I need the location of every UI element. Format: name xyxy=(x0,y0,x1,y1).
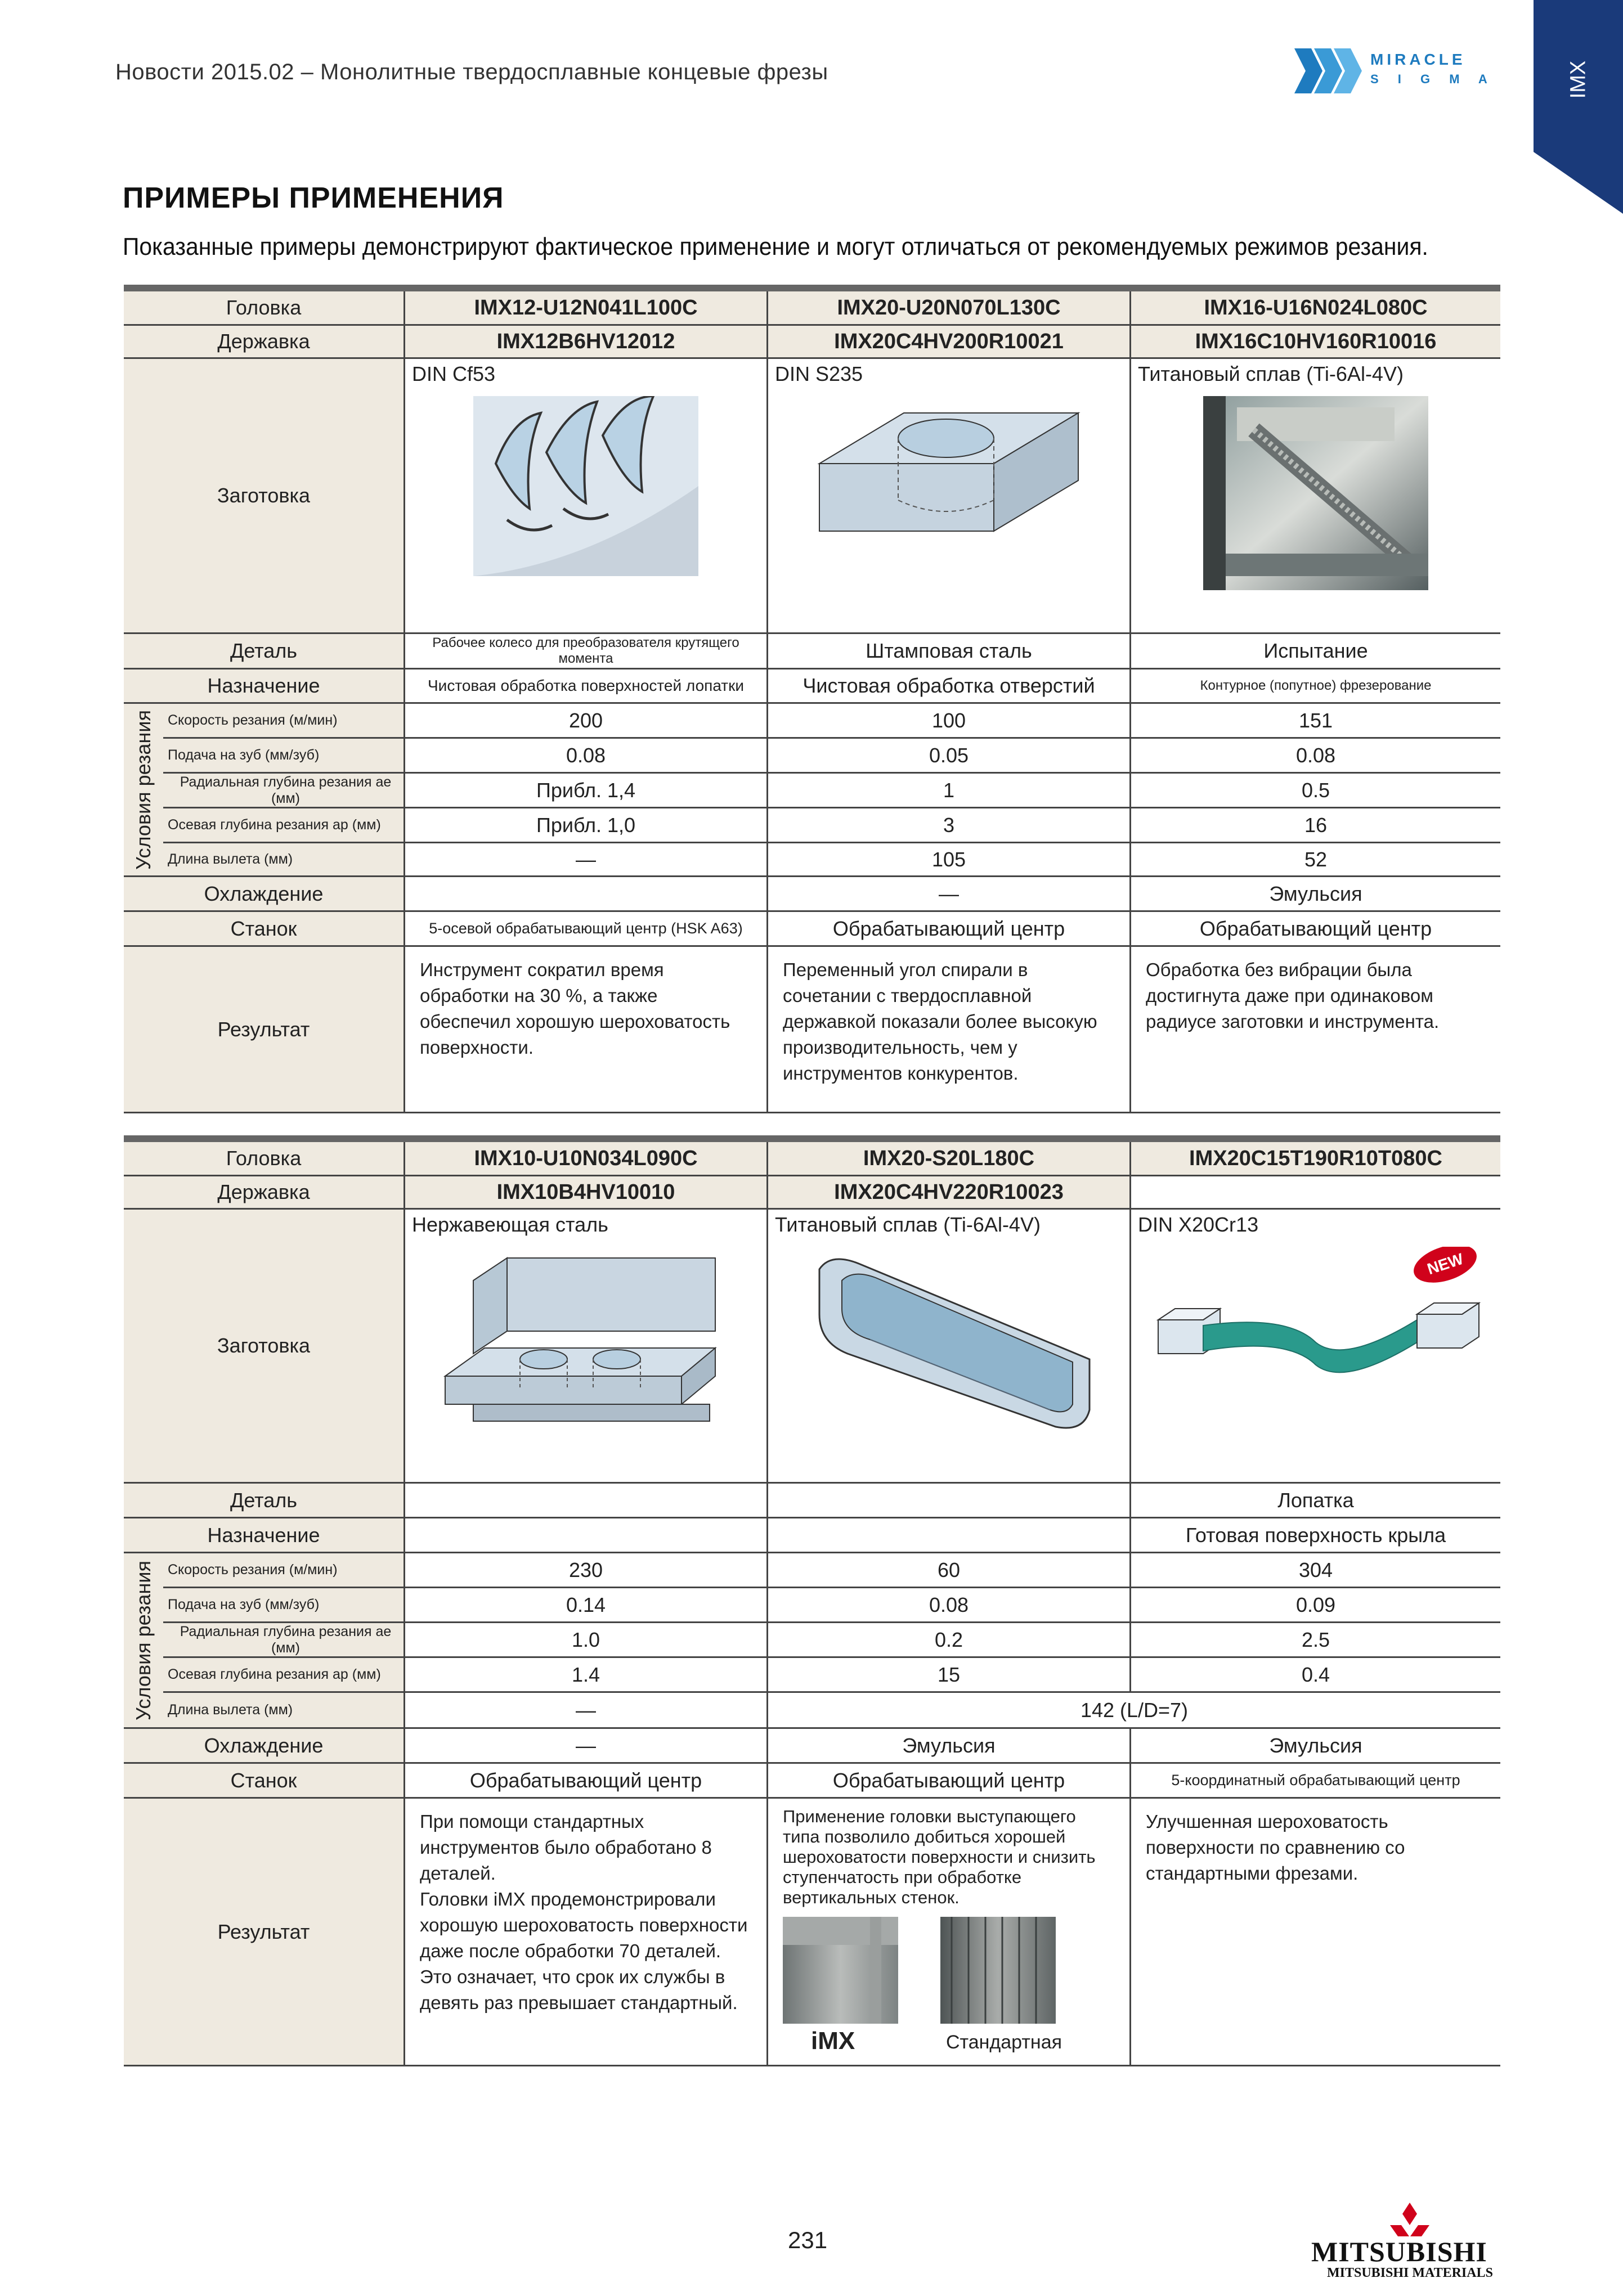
machine-cell: 5-осевой обрабатывающий центр (HSK A63) xyxy=(405,912,768,945)
row-label-purpose: Назначение xyxy=(124,670,405,702)
row-label-feed: Подача на зуб (мм/зуб) xyxy=(163,1588,405,1621)
table-row-overhang xyxy=(163,1693,1500,1729)
holder-cell: IMX16C10HV160R10016 xyxy=(1131,326,1500,357)
row-label-purpose: Назначение xyxy=(124,1518,405,1552)
ae-cell: 0.5 xyxy=(1301,778,1330,802)
table-row-ap xyxy=(163,808,1500,843)
row-label-ap: Осевая глубина резания ap (мм) xyxy=(163,1658,405,1691)
new-badge: NEW xyxy=(1425,1250,1466,1278)
workpiece-label: Титановый сплав (Ti-6Al-4V) xyxy=(775,1213,1041,1236)
stainless-block-image xyxy=(440,1247,732,1427)
feed-cell: 0.08 xyxy=(1295,743,1336,767)
result-cell: Инструмент сократил время обработки на 30 %, а также обеспечил хорошую шероховатость поверхности. xyxy=(405,947,768,1112)
ap-cell: Прибл. 1,0 xyxy=(405,808,768,842)
imx-photo-label: iMX xyxy=(811,2027,855,2055)
impeller-image xyxy=(473,396,698,576)
machine-cell: Обрабатывающий центр xyxy=(768,1764,1131,1797)
purpose-cell: Чистовая обработка поверхностей лопатки xyxy=(405,670,768,702)
row-label-coolant: Охлаждение xyxy=(124,877,405,910)
part-cell: Штамповая сталь xyxy=(768,634,1131,668)
table-row-head xyxy=(124,1142,1500,1176)
row-label-feed: Подача на зуб (мм/зуб) xyxy=(163,739,405,772)
row-label-workpiece: Заготовка xyxy=(124,359,405,632)
miracle-sigma-logo xyxy=(1294,46,1497,97)
block-with-hole-image xyxy=(814,396,1084,542)
workpiece-cell xyxy=(768,1210,1131,1482)
table-row-ae xyxy=(163,774,1500,808)
application-table-1 xyxy=(124,285,1500,1112)
machine-cell: 5-координатный обрабатывающий центр xyxy=(1171,1772,1460,1789)
part-cell: Испытание xyxy=(1263,639,1368,662)
row-label-result: Результат xyxy=(124,947,405,1112)
overhang-cell: 105 xyxy=(768,843,1131,875)
row-label-coolant: Охлаждение xyxy=(124,1729,405,1762)
purpose-cell xyxy=(768,1518,1131,1552)
row-label-part: Деталь xyxy=(124,634,405,668)
row-label-holder: Державка xyxy=(124,1176,405,1208)
row-label-ae: Радиальная глубина резания ae (мм) xyxy=(163,1623,405,1656)
result-cell: При помощи стандартных инструментов было обработано 8 деталей. Головки iMX продемонстрировали хорошую шероховатость поверхности даже после обработки 70 деталей. Это означает, что срок их службы в девять раз превышает стандартный. xyxy=(405,1799,768,2065)
page-title: ПРИМЕРЫ ПРИМЕНЕНИЯ xyxy=(123,182,504,214)
row-label-overhang: Длина вылета (мм) xyxy=(163,1693,405,1727)
part-cell: Лопатка xyxy=(1277,1488,1354,1512)
table-row-part xyxy=(124,634,1500,670)
head-cell: IMX12-U12N041L100C xyxy=(405,291,768,324)
section-tab-label: IMX xyxy=(1566,60,1590,99)
coolant-cell: Эмульсия xyxy=(1269,882,1362,905)
ae-cell: Прибл. 1,4 xyxy=(405,774,768,807)
page-number: 231 xyxy=(788,2227,828,2253)
overhang-cell: — xyxy=(405,843,768,875)
workpiece-label: DIN X20Cr13 xyxy=(1138,1213,1259,1236)
table-row-overhang xyxy=(163,843,1500,877)
machine-cell: Обрабатывающий центр xyxy=(768,912,1131,945)
surface-comparison xyxy=(783,1917,1120,2057)
application-table-2 xyxy=(124,1135,1500,2065)
ap-cell: 0.4 xyxy=(1301,1663,1330,1686)
ap-cell: 16 xyxy=(1304,813,1328,837)
table-row-ae xyxy=(163,1623,1500,1658)
purpose-cell xyxy=(405,1518,768,1552)
brand-name: MITSUBISHI xyxy=(1311,2236,1487,2267)
table-row-purpose xyxy=(124,670,1500,704)
table-row-workpiece xyxy=(124,1210,1500,1484)
ae-cell: 2.5 xyxy=(1301,1628,1330,1651)
part-cell xyxy=(405,1484,768,1517)
titanium-pocket-image xyxy=(797,1247,1101,1438)
brand-subname: MITSUBISHI MATERIALS xyxy=(1327,2266,1493,2280)
row-label-head: Головка xyxy=(124,1142,405,1175)
workpiece-cell xyxy=(1131,1210,1500,1482)
table-row-holder xyxy=(124,1176,1500,1210)
blade-image xyxy=(1147,1247,1485,1416)
three-diamonds-icon xyxy=(1379,2203,1441,2236)
workpiece-label: DIN Cf53 xyxy=(412,362,496,385)
mitsubishi-logo xyxy=(1311,2203,1508,2281)
overhang-cell-merged: 142 (L/D=7) xyxy=(1080,1698,1189,1722)
table-row-machine xyxy=(124,1764,1500,1799)
feed-cell: 0.08 xyxy=(405,739,768,772)
table-top-bar xyxy=(124,285,1500,291)
purpose-cell: Чистовая обработка отверстий xyxy=(768,670,1131,702)
row-label-machine: Станок xyxy=(124,912,405,945)
section-tab xyxy=(1534,0,1623,214)
ae-cell: 1 xyxy=(768,774,1131,807)
head-cell: IMX10-U10N034L090C xyxy=(405,1142,768,1175)
ae-cell: 1.0 xyxy=(405,1623,768,1656)
row-label-speed: Скорость резания (м/мин) xyxy=(163,704,405,737)
feed-cell: 0.14 xyxy=(405,1588,768,1621)
row-label-head: Головка xyxy=(124,291,405,324)
purpose-cell: Контурное (попутное) фрезерование xyxy=(1200,678,1432,693)
speed-cell: 200 xyxy=(405,704,768,737)
machine-cell: Обрабатывающий центр xyxy=(1199,916,1432,940)
holder-cell xyxy=(1131,1176,1500,1208)
row-label-speed: Скорость резания (м/мин) xyxy=(163,1553,405,1587)
workpiece-cell xyxy=(405,1210,768,1482)
result-cell: Обработка без вибрации была достигнута даже при одинаковом радиусе заготовки и инструмента. xyxy=(1146,959,1440,1032)
page-subtitle: Показанные примеры демонстрируют фактическое применение и могут отличаться от рекомендуемых режимов резания. xyxy=(123,233,1428,260)
result-cell: Переменный угол спирали в сочетании с твердосплавной державкой показали более высокую производительность, чем у инструментов конкурентов. xyxy=(768,947,1131,1112)
feed-cell: 0.08 xyxy=(768,1588,1131,1621)
holder-cell: IMX10B4HV10010 xyxy=(405,1176,768,1208)
speed-cell: 100 xyxy=(768,704,1131,737)
workpiece-label: DIN S235 xyxy=(775,362,863,385)
coolant-cell: Эмульсия xyxy=(768,1729,1131,1762)
coolant-cell: — xyxy=(405,1729,768,1762)
table-row-speed xyxy=(163,1553,1500,1588)
speed-cell: 151 xyxy=(1298,708,1333,732)
part-cell xyxy=(768,1484,1131,1517)
table-top-bar xyxy=(124,1135,1500,1142)
workpiece-label: Нержавеющая сталь xyxy=(412,1213,608,1236)
table-row-purpose xyxy=(124,1518,1500,1553)
logo-text-sigma: S I G M A xyxy=(1370,72,1495,86)
head-cell: IMX20C15T190R10T080C xyxy=(1131,1142,1500,1175)
table-row-workpiece xyxy=(124,359,1500,634)
part-cell: Рабочее колесо для преобразователя крутящего момента xyxy=(405,634,768,668)
row-label-overhang: Длина вылета (мм) xyxy=(163,843,405,875)
cutting-conditions-sidebar xyxy=(124,1553,165,1729)
machine-cell: Обрабатывающий центр xyxy=(405,1764,768,1797)
coolant-cell: — xyxy=(768,877,1131,910)
cutting-conditions-sidebar xyxy=(124,704,165,877)
row-label-result: Результат xyxy=(124,1799,405,2065)
head-cell: IMX16-U16N024L080C xyxy=(1131,291,1500,324)
result-cell-with-photos xyxy=(768,1799,1131,2065)
table-row-part xyxy=(124,1484,1500,1518)
holder-cell: IMX12B6HV12012 xyxy=(405,326,768,357)
coolant-cell xyxy=(405,877,768,910)
head-cell: IMX20-S20L180C xyxy=(768,1142,1131,1175)
overhang-cell: — xyxy=(405,1693,768,1727)
holder-cell: IMX20C4HV220R10023 xyxy=(768,1176,1131,1208)
table-row-result xyxy=(124,1799,1500,2066)
row-label-workpiece: Заготовка xyxy=(124,1210,405,1482)
table-row-coolant xyxy=(124,1729,1500,1764)
purpose-cell: Готовая поверхность крыла xyxy=(1185,1523,1446,1547)
cutting-conditions-label: Условия резания xyxy=(132,709,155,870)
table-row-holder xyxy=(124,326,1500,359)
workpiece-cell xyxy=(1131,359,1500,632)
table-row-ap xyxy=(163,1658,1500,1693)
row-label-holder: Державка xyxy=(124,326,405,357)
workpiece-cell xyxy=(405,359,768,632)
logo-text-miracle: MIRACLE xyxy=(1370,51,1466,68)
workpiece-cell xyxy=(768,359,1131,632)
feed-cell: 0.05 xyxy=(768,739,1131,772)
standard-surface-photo xyxy=(940,1917,1056,2024)
imx-surface-photo xyxy=(783,1917,898,2024)
head-cell: IMX20-U20N070L130C xyxy=(768,291,1131,324)
cutting-conditions-label: Условия резания xyxy=(132,1560,155,1720)
page-header: Новости 2015.02 – Монолитные твердосплавные концевые фрезы xyxy=(115,60,828,84)
table-row-head xyxy=(124,291,1500,326)
feed-cell: 0.09 xyxy=(1295,1593,1336,1616)
overhang-cell: 52 xyxy=(1304,847,1328,871)
ap-cell: 3 xyxy=(768,808,1131,842)
speed-cell: 304 xyxy=(1298,1558,1333,1581)
speed-cell: 230 xyxy=(405,1553,768,1587)
workpiece-label: Титановый сплав (Ti-6Al-4V) xyxy=(1138,362,1404,385)
ap-cell: 1.4 xyxy=(405,1658,768,1691)
table-row-feed xyxy=(163,1588,1500,1623)
row-label-ae: Радиальная глубина резания ae (мм) xyxy=(163,774,405,807)
speed-cell: 60 xyxy=(768,1553,1131,1587)
holder-cell: IMX20C4HV200R10021 xyxy=(768,326,1131,357)
row-label-part: Деталь xyxy=(124,1484,405,1517)
coolant-cell: Эмульсия xyxy=(1269,1733,1362,1757)
table-row-machine xyxy=(124,912,1500,947)
standard-photo-label: Стандартная xyxy=(946,2032,1062,2053)
result-cell: Улучшенная шероховатость поверхности по сравнению со стандартными фрезами. xyxy=(1146,1811,1405,1884)
table-row-feed xyxy=(163,739,1500,774)
result-text: Применение головки выступающего типа позволило добиться хорошей шероховатости поверхности и снизить ступенчатость при обработке вертикальных стенок. xyxy=(783,1807,1096,1907)
table-row-result xyxy=(124,947,1500,1113)
row-label-ap: Осевая глубина резания ap (мм) xyxy=(163,808,405,842)
ap-cell: 15 xyxy=(768,1658,1131,1691)
table-row-coolant xyxy=(124,877,1500,912)
row-label-machine: Станок xyxy=(124,1764,405,1797)
ae-cell: 0.2 xyxy=(768,1623,1131,1656)
table-row-speed xyxy=(163,704,1500,739)
titanium-part-photo xyxy=(1203,396,1428,590)
